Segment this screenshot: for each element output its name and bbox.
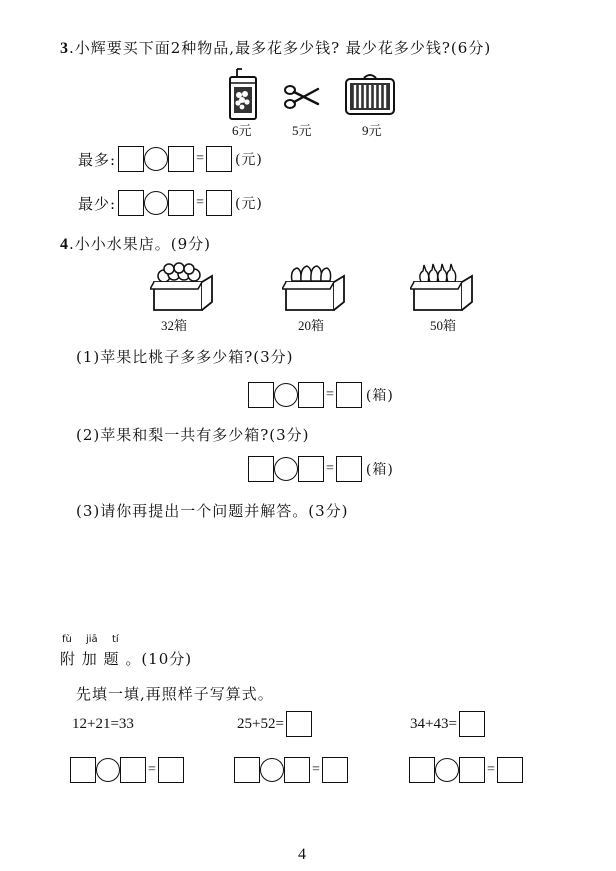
peach-box-icon bbox=[282, 262, 346, 316]
equals-sign: = bbox=[326, 461, 334, 476]
answer-box[interactable] bbox=[298, 456, 324, 482]
pear-box-icon bbox=[410, 262, 474, 316]
least-label: 最少: bbox=[78, 194, 117, 213]
unit-yuan: (元) bbox=[234, 196, 263, 212]
answer-box[interactable] bbox=[336, 382, 362, 408]
bonus-expr3 bbox=[410, 711, 485, 737]
operator-circle[interactable] bbox=[96, 758, 120, 782]
answer-box[interactable] bbox=[120, 757, 146, 783]
answer-box[interactable] bbox=[322, 757, 348, 783]
most-label: 最多: bbox=[78, 150, 117, 169]
juice-box-icon bbox=[227, 67, 259, 125]
pencil-case-price: 9元 bbox=[362, 123, 382, 138]
answer-box[interactable] bbox=[459, 757, 485, 783]
answer-box[interactable] bbox=[70, 757, 96, 783]
answer-box[interactable] bbox=[298, 382, 324, 408]
q4-sub2-equation bbox=[248, 456, 394, 482]
answer-box[interactable] bbox=[168, 146, 194, 172]
q4-title bbox=[60, 233, 211, 254]
q4-sub2: (2)苹果和梨一共有多少箱?(3分) bbox=[76, 426, 310, 444]
bonus-equation-3 bbox=[409, 757, 523, 783]
q4-text: .小小水果店。(9分) bbox=[69, 235, 212, 253]
unit-xiang: (箱) bbox=[365, 388, 394, 404]
equals-sign: = bbox=[487, 762, 495, 777]
answer-box[interactable] bbox=[248, 456, 274, 482]
q4-number: 4 bbox=[60, 236, 69, 253]
operator-circle[interactable] bbox=[144, 147, 168, 171]
answer-box[interactable] bbox=[118, 146, 144, 172]
bonus-title: 附 加 题 bbox=[60, 650, 120, 668]
answer-box[interactable] bbox=[234, 757, 260, 783]
answer-box[interactable] bbox=[118, 190, 144, 216]
peach-count: 20箱 bbox=[298, 318, 325, 333]
operator-circle[interactable] bbox=[274, 457, 298, 481]
operator-circle[interactable] bbox=[260, 758, 284, 782]
apple-count: 32箱 bbox=[161, 318, 188, 333]
bonus-title-line bbox=[60, 648, 192, 669]
answer-box[interactable] bbox=[248, 382, 274, 408]
bonus-instruction: 先填一填,再照样子写算式。 bbox=[76, 685, 274, 703]
bonus-equation-1 bbox=[70, 757, 184, 783]
most-equation bbox=[78, 146, 263, 172]
answer-box[interactable] bbox=[409, 757, 435, 783]
q4-sub1: (1)苹果比桃子多多少箱?(3分) bbox=[76, 348, 294, 366]
q4-sub1-equation bbox=[248, 382, 394, 408]
scissors-icon bbox=[284, 84, 320, 114]
equals-sign: = bbox=[196, 151, 204, 166]
scissors-price: 5元 bbox=[292, 123, 312, 138]
answer-box[interactable] bbox=[336, 456, 362, 482]
bonus-example: 12+21=33 bbox=[72, 716, 134, 732]
answer-box[interactable] bbox=[497, 757, 523, 783]
answer-box[interactable] bbox=[158, 757, 184, 783]
q3-number: 3 bbox=[60, 40, 69, 57]
answer-box[interactable] bbox=[206, 190, 232, 216]
apple-box-icon bbox=[150, 262, 214, 316]
bonus-points: 。(10分) bbox=[125, 650, 193, 668]
answer-box[interactable] bbox=[459, 711, 485, 737]
operator-circle[interactable] bbox=[144, 191, 168, 215]
equals-sign: = bbox=[196, 195, 204, 210]
expr2-text: 25+52= bbox=[237, 715, 284, 732]
answer-box[interactable] bbox=[206, 146, 232, 172]
page-number: 4 bbox=[298, 846, 306, 863]
operator-circle[interactable] bbox=[274, 383, 298, 407]
least-equation bbox=[78, 190, 263, 216]
operator-circle[interactable] bbox=[435, 758, 459, 782]
juice-price: 6元 bbox=[232, 123, 252, 138]
answer-box[interactable] bbox=[168, 190, 194, 216]
bonus-pinyin-1: fù bbox=[62, 634, 72, 645]
q3-text: .小辉要买下面2种物品,最多花多少钱? 最少花多少钱?(6分) bbox=[69, 39, 492, 57]
bonus-pinyin-2: jiā bbox=[86, 634, 98, 645]
bonus-equation-2 bbox=[234, 757, 348, 783]
pear-count: 50箱 bbox=[430, 318, 457, 333]
equals-sign: = bbox=[148, 762, 156, 777]
pencil-case-icon bbox=[344, 72, 396, 120]
bonus-pinyin-3: tí bbox=[112, 634, 119, 645]
equals-sign: = bbox=[312, 762, 320, 777]
equals-sign: = bbox=[326, 387, 334, 402]
answer-box[interactable] bbox=[284, 757, 310, 783]
unit-yuan: (元) bbox=[234, 152, 263, 168]
answer-box[interactable] bbox=[286, 711, 312, 737]
q4-sub3: (3)请你再提出一个问题并解答。(3分) bbox=[76, 502, 349, 520]
bonus-expr2 bbox=[237, 711, 312, 737]
unit-xiang: (箱) bbox=[365, 462, 394, 478]
expr3-text: 34+43= bbox=[410, 715, 457, 732]
q3-title bbox=[60, 37, 491, 58]
